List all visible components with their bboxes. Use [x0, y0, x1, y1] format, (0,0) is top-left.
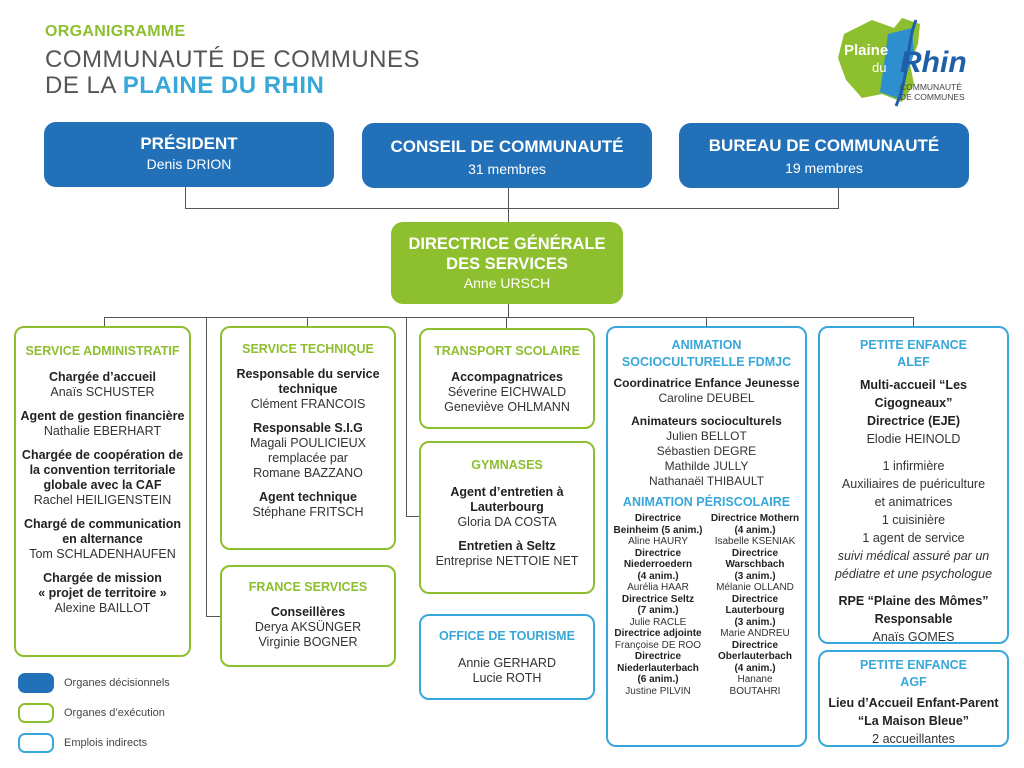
dgs-title2: DES SERVICES [446, 255, 568, 273]
page-title-line1: COMMUNAUTÉ DE COMMUNES [45, 46, 420, 73]
legend-item-indirect [18, 731, 170, 755]
role: Responsable du service [236, 367, 380, 381]
service-administratif-title: SERVICE ADMINISTRATIF [25, 344, 180, 358]
person: Nathanaël THIBAULT [649, 474, 764, 488]
legend-label: Organes décisionnels [64, 677, 170, 689]
plaine-du-rhin-logo [832, 14, 982, 110]
alef-box [818, 326, 1009, 644]
dgs-name: Anne URSCH [463, 275, 551, 291]
role: Agent d’entretien à [450, 485, 564, 499]
person: Derya AKSÜNGER [254, 620, 362, 634]
role: Lieu d’Accueil Enfant-Parent [828, 696, 999, 710]
role: Lauterbourg [470, 500, 544, 514]
logo-sub1: COMMUNAUTÉ [900, 82, 962, 92]
role: Chargé de communication [24, 517, 181, 531]
role: Animateurs socioculturels [631, 414, 782, 428]
periscolaire-person: Marie ANDREU [720, 628, 790, 639]
note: pédiatre et une psychologue [834, 567, 993, 581]
gymnases-title: GYMNASES [471, 458, 543, 472]
role: Chargée de mission [43, 571, 162, 585]
animation-title2: SOCIOCULTURELLE FDMJC [621, 355, 792, 369]
note: remplacée par [268, 451, 348, 465]
person: Magali POULICIEUX [249, 436, 366, 450]
person: Elodie HEINOLD [866, 432, 961, 446]
person: Sébastien DEGRE [656, 444, 757, 458]
president-name: Denis DRION [146, 156, 232, 172]
periscolaire-person: Mélanie OLLAND [716, 582, 794, 593]
person: Tom SCHLADENHAUFEN [29, 547, 176, 561]
periscolaire-role: Niederlauterbach [617, 662, 699, 674]
president-box [44, 122, 334, 187]
periscolaire-role: Niederroedern [623, 559, 693, 570]
person: Entreprise NETTOIE NET [435, 554, 579, 568]
periscolaire-left-column [610, 513, 706, 697]
person: Mathilde JULLY [664, 459, 749, 473]
person: Alexine BAILLOT [54, 601, 151, 615]
transport-scolaire-box [419, 328, 595, 429]
periscolaire-person: Hanane [737, 674, 773, 685]
periscolaire-role: (4 anim.) [637, 570, 679, 582]
role: technique [278, 382, 338, 396]
periscolaire-role: Directrice [634, 513, 682, 524]
periscolaire-person: Isabelle KSENIAK [714, 536, 796, 547]
periscolaire-role: Beinheim (5 anim.) [613, 524, 703, 536]
role: Agent de gestion financière [20, 409, 185, 423]
role: Agent technique [259, 490, 357, 504]
periscolaire-role: (4 anim.) [734, 524, 776, 536]
role: RPE “Plaine des Mômes” [838, 594, 989, 608]
role: la convention territoriale [29, 463, 176, 477]
logo-sub2: DE COMMUNES [900, 92, 965, 102]
periscolaire-role: Directrice [731, 547, 779, 559]
periscolaire-role: Directrice [731, 639, 779, 651]
role: Entretien à Seltz [458, 539, 556, 553]
logo-rhin: Rhin [900, 46, 967, 79]
periscolaire-person: BOUTAHRI [729, 685, 781, 697]
person: Séverine EICHWALD [447, 385, 567, 399]
periscolaire-right-column [707, 513, 803, 697]
role: globale avec la CAF [43, 478, 162, 492]
conseil-members: 31 membres [468, 161, 546, 177]
role: « projet de territoire » [38, 586, 167, 600]
conseil-title: CONSEIL DE COMMUNAUTÉ [390, 137, 624, 156]
president-title: PRÉSIDENT [140, 134, 238, 153]
periscolaire-role: Directrice [731, 593, 779, 605]
person: Stéphane FRITSCH [252, 505, 364, 519]
legend-label: Emplois indirects [64, 737, 148, 749]
periscolaire-role: (6 anim.) [637, 674, 679, 685]
role: Chargée d’accueil [49, 370, 156, 384]
periscolaire-role: Directrice Mothern [710, 513, 800, 524]
role: Responsable S.I.G [253, 421, 363, 435]
periscolaire-person: Justine PILVIN [625, 685, 691, 697]
periscolaire-title: ANIMATION PÉRISCOLAIRE [622, 495, 791, 509]
periscolaire-person: Julie RACLE [629, 616, 687, 628]
agf-title2: AGF [900, 675, 927, 689]
person: Anaïs GOMES [872, 630, 955, 644]
alef-title2: ALEF [897, 355, 930, 369]
animation-box [606, 326, 807, 747]
periscolaire-role: Directrice Seltz [621, 593, 695, 605]
legend-item-decision [18, 671, 170, 695]
agf-box [818, 650, 1009, 747]
legend-swatch-execution [18, 703, 54, 723]
periscolaire-role: Lauterbourg [725, 605, 785, 616]
bureau-title: BUREAU DE COMMUNAUTÉ [708, 136, 940, 155]
organigramme-label: ORGANIGRAMME [45, 23, 186, 40]
periscolaire-person: Aurélia HAAR [627, 582, 689, 593]
periscolaire-role: Directrice adjointe [614, 628, 702, 639]
person: Annie GERHARD [458, 656, 556, 670]
staff: 1 agent de service [862, 531, 965, 545]
service-technique-box [220, 326, 396, 550]
periscolaire-role: Warschbach [725, 559, 785, 570]
role: Directrice (EJE) [866, 414, 961, 428]
staff: 1 infirmière [882, 459, 945, 473]
note: suivi médical assuré par un [837, 549, 990, 563]
person: Clément FRANCOIS [250, 397, 366, 411]
person: Geneviève OHLMANN [444, 400, 570, 414]
role: en alternance [62, 532, 143, 546]
staff: et animatrices [874, 495, 953, 509]
animation-title1: ANIMATION [671, 338, 742, 352]
transport-scolaire-title: TRANSPORT SCOLAIRE [434, 344, 580, 358]
person: Lucie ROTH [472, 671, 542, 685]
person: Caroline DEUBEL [658, 391, 755, 405]
periscolaire-person: Françoise DE ROO [614, 639, 702, 651]
role: Coordinatrice Enfance Jeunesse [613, 376, 800, 390]
legend-swatch-indirect [18, 733, 54, 753]
dgs-box [391, 222, 623, 304]
france-services-box [220, 565, 396, 667]
office-tourisme-box [419, 614, 595, 700]
periscolaire-role: (7 anim.) [637, 605, 679, 616]
service-technique-title: SERVICE TECHNIQUE [242, 342, 374, 356]
periscolaire-role: Directrice [634, 547, 682, 559]
agf-title1: PETITE ENFANCE [860, 658, 967, 672]
person: Gloria DA COSTA [457, 515, 557, 529]
periscolaire-role: (3 anim.) [734, 570, 776, 582]
bureau-members: 19 membres [785, 160, 863, 176]
periscolaire-role: (3 anim.) [734, 616, 776, 628]
logo-plaine: Plaine [844, 42, 889, 59]
legend-swatch-decision [18, 673, 54, 693]
person: Romane BAZZANO [253, 466, 363, 480]
role: “La Maison Bleue” [857, 714, 970, 728]
logo-du: du [872, 60, 887, 75]
role: Conseillères [270, 605, 346, 619]
page-title-accent: PLAINE DU RHIN [122, 72, 325, 99]
person: Virginie BOGNER [258, 635, 358, 649]
france-services-title: FRANCE SERVICES [248, 580, 368, 594]
person: Anaïs SCHUSTER [50, 385, 155, 399]
role: Accompagnatrices [451, 370, 563, 384]
legend [18, 671, 170, 755]
alef-title1: PETITE ENFANCE [860, 338, 967, 352]
person: Rachel HEILIGENSTEIN [33, 493, 172, 507]
gymnases-box [419, 441, 595, 594]
staff: 1 cuisinière [881, 513, 946, 527]
person: Nathalie EBERHART [43, 424, 162, 438]
periscolaire-person: Aline HAURY [628, 536, 688, 547]
periscolaire-role: (4 anim.) [734, 662, 776, 674]
dgs-title1: DIRECTRICE GÉNÉRALE [408, 235, 606, 253]
role: Chargée de coopération de [21, 448, 184, 462]
role: Multi-accueil “Les Cigogneaux” [860, 378, 967, 410]
legend-item-execution [18, 701, 170, 725]
office-tourisme-title: OFFICE DE TOURISME [439, 629, 575, 643]
periscolaire-role: Directrice [634, 651, 682, 662]
periscolaire-role: Oberlauterbach [718, 651, 792, 662]
staff: Auxiliaires de puériculture [841, 477, 986, 491]
conseil-box [362, 123, 652, 188]
legend-label: Organes d’exécution [64, 707, 165, 719]
role: Responsable [874, 612, 953, 626]
bureau-box [679, 123, 969, 188]
person: Julien BELLOT [666, 429, 747, 443]
service-administratif-box [14, 326, 191, 657]
person: 2 accueillantes [872, 732, 955, 746]
page-title-line2: DE LA PLAINE DU RHIN [45, 72, 325, 99]
